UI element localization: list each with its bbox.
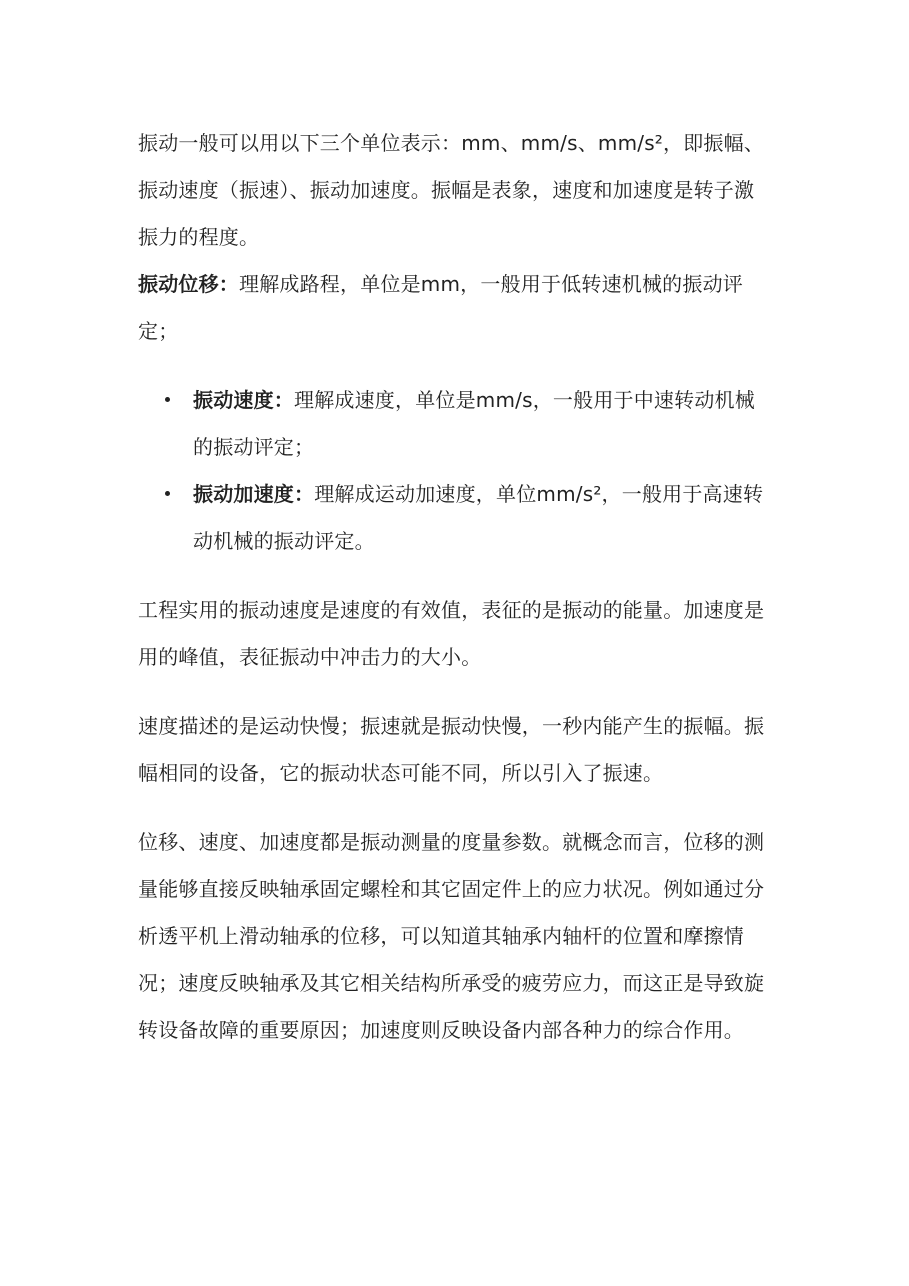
document-body: [138, 120, 768, 1054]
displacement-paragraph: [138, 261, 768, 355]
list-item: [138, 377, 768, 471]
effective-value-paragraph: 工程实用的振动速度是速度的有效值，表征的是振动的能量。加速度是用的峰值，表征振动中冲击力的大小。: [138, 598, 765, 669]
vibration-bullet-list: [138, 377, 768, 565]
displacement-term: 振动位移：: [138, 272, 239, 296]
bullet-term: 振动速度：: [193, 388, 294, 412]
speed-description-paragraph: 速度描述的是运动快慢；振速就是振动快慢，一秒内能产生的振幅。振幅相同的设备，它的振动状态可能不同，所以引入了振速。: [138, 714, 765, 785]
intro-paragraph: 振动一般可以用以下三个单位表示：mm、mm/s、mm/s²，即振幅、振动速度（振速）、振动加速度。振幅是表象，速度和加速度是转子激振力的程度。: [138, 131, 765, 249]
list-item: [138, 471, 768, 565]
bullet-icon: [165, 397, 170, 402]
displacement-text: 理解成路程，单位是mm，一般用于低转速机械的振动评定；: [138, 272, 743, 343]
bullet-text: 理解成速度，单位是mm/s，一般用于中速转动机械的振动评定；: [193, 388, 755, 459]
bullet-term: 振动加速度：: [193, 482, 315, 506]
summary-paragraph: 位移、速度、加速度都是振动测量的度量参数。就概念而言，位移的测量能够直接反映轴承固定螺栓和其它固定件上的应力状况。例如通过分析透平机上滑动轴承的位移，可以知道其轴承内轴杆的位置和摩擦情况；速度反映轴承及其它相关结构所承受的疲劳应力，而这正是导致旋转设备故障的重要原因；加速度则反映设备内部各种力的综合作用。: [138, 830, 765, 1042]
bullet-icon: [165, 491, 170, 496]
bullet-text: 理解成运动加速度，单位mm/s²，一般用于高速转动机械的振动评定。: [193, 482, 764, 553]
